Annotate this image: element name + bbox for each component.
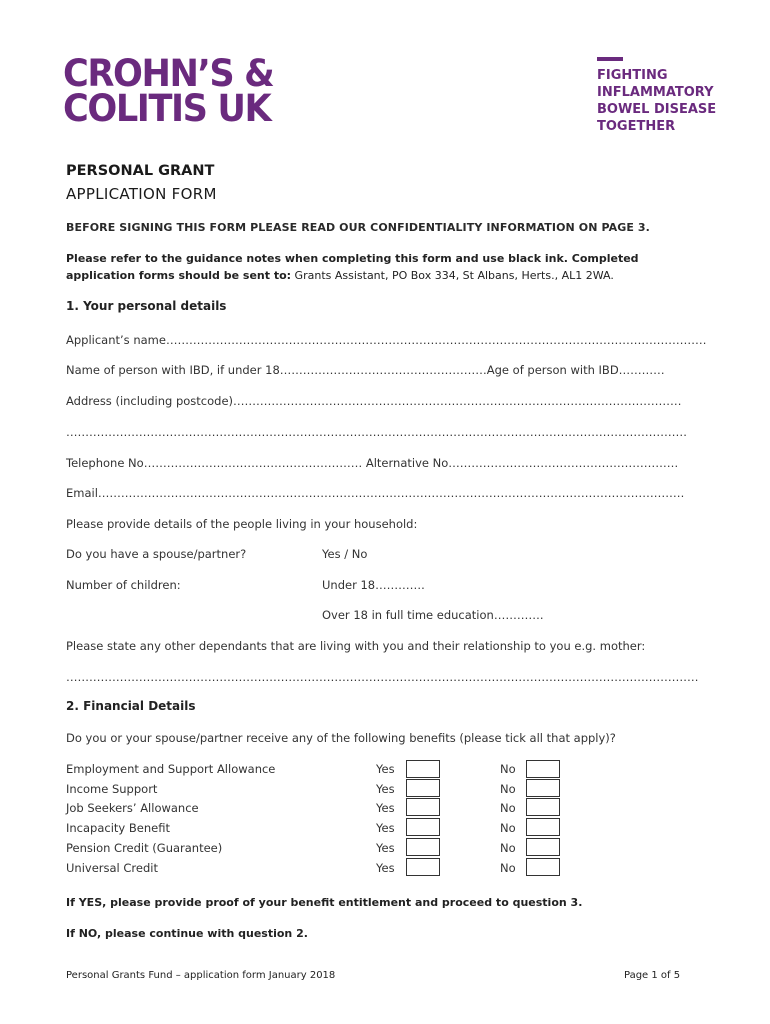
- benefit-label: Job Seekers’ Allowance: [66, 801, 199, 815]
- household-prompt: Please provide details of the people living in your household:: [66, 517, 418, 531]
- tagline-line: BOWEL DISEASE: [597, 102, 717, 117]
- form-subtitle: APPLICATION FORM: [66, 185, 217, 203]
- tagline-bar: [597, 57, 623, 61]
- page-number: Page 1 of 5: [624, 970, 681, 981]
- tagline: [597, 67, 716, 135]
- yes-label: Yes: [376, 861, 395, 875]
- benefit-label: Income Support: [66, 782, 158, 796]
- if-no-instruction: If NO, please continue with question 2.: [66, 927, 308, 940]
- address-field[interactable]: Address (including postcode)………………………………………………………………………………………………………: [66, 394, 682, 408]
- benefits-question: Do you or your spouse/partner receive any of the following benefits (please tick all that apply)?: [66, 731, 616, 745]
- guidance-address: Grants Assistant, PO Box 334, St Albans, Herts., AL1 2WA.: [291, 269, 614, 282]
- yes-checkbox[interactable]: [406, 858, 440, 876]
- tagline-line: INFLAMMATORY: [597, 85, 714, 100]
- dependants-prompt: Please state any other dependants that are living with you and their relationship to you e.g. mother:: [66, 639, 646, 653]
- no-checkbox[interactable]: [526, 838, 560, 856]
- children-under-18-field[interactable]: Under 18………….: [322, 578, 425, 592]
- no-checkbox[interactable]: [526, 858, 560, 876]
- no-label: No: [500, 801, 516, 815]
- crohns-colitis-logo: [63, 52, 274, 130]
- no-checkbox[interactable]: [526, 798, 560, 816]
- no-label: No: [500, 762, 516, 776]
- spouse-yes-no[interactable]: Yes / No: [322, 547, 368, 561]
- yes-label: Yes: [376, 821, 395, 835]
- no-checkbox[interactable]: [526, 818, 560, 836]
- logo-line-2: COLITIS UK: [63, 87, 271, 130]
- spouse-label: Do you have a spouse/partner?: [66, 547, 247, 561]
- guidance-line-2: [66, 269, 614, 282]
- no-label: No: [500, 782, 516, 796]
- section-2-heading: 2. Financial Details: [66, 699, 196, 713]
- confidentiality-notice: BEFORE SIGNING THIS FORM PLEASE READ OUR CONFIDENTIALITY INFORMATION ON PAGE 3.: [66, 221, 650, 234]
- applicant-name-field[interactable]: Applicant’s name……………………………………………………………………………………………………………………………: [66, 333, 707, 347]
- yes-checkbox[interactable]: [406, 760, 440, 778]
- tagline-line: FIGHTING: [597, 68, 668, 83]
- ibd-person-field[interactable]: Name of person with IBD, if under 18………………………………………………Age of person with IBD…………: [66, 363, 665, 377]
- logo-line-1: CROHN’S &: [63, 52, 274, 95]
- benefit-label: Pension Credit (Guarantee): [66, 841, 223, 855]
- yes-checkbox[interactable]: [406, 798, 440, 816]
- form-title: PERSONAL GRANT: [66, 163, 215, 179]
- telephone-field[interactable]: Telephone No………………………………………………… Alternative No……………………………………………………: [66, 456, 679, 470]
- no-checkbox[interactable]: [526, 779, 560, 797]
- children-label: Number of children:: [66, 578, 181, 592]
- yes-label: Yes: [376, 782, 395, 796]
- children-over-18-field[interactable]: Over 18 in full time education………….: [322, 608, 544, 622]
- no-label: No: [500, 861, 516, 875]
- address-field-line-2[interactable]: ………………………………………………………………………………………………………………………………………………: [66, 425, 687, 439]
- yes-checkbox[interactable]: [406, 779, 440, 797]
- tagline-line: TOGETHER: [597, 119, 676, 134]
- dependants-field[interactable]: …………………………………………………………………………………………………………………………………………………: [66, 670, 699, 684]
- benefit-label: Employment and Support Allowance: [66, 762, 276, 776]
- no-label: No: [500, 821, 516, 835]
- yes-checkbox[interactable]: [406, 838, 440, 856]
- benefit-label: Universal Credit: [66, 861, 158, 875]
- yes-checkbox[interactable]: [406, 818, 440, 836]
- section-1-heading: 1. Your personal details: [66, 299, 227, 313]
- guidance-line-1: Please refer to the guidance notes when completing this form and use black ink. Completed: [66, 252, 639, 265]
- yes-label: Yes: [376, 801, 395, 815]
- benefit-label: Incapacity Benefit: [66, 821, 170, 835]
- yes-label: Yes: [376, 841, 395, 855]
- guidance-send-label: application forms should be sent to:: [66, 269, 292, 282]
- if-yes-instruction: If YES, please provide proof of your benefit entitlement and proceed to question 3.: [66, 896, 583, 909]
- no-checkbox[interactable]: [526, 760, 560, 778]
- yes-label: Yes: [376, 762, 395, 776]
- email-field[interactable]: Email………………………………………………………………………………………………………………………………………: [66, 486, 685, 500]
- footer-left: Personal Grants Fund – application form January 2018: [66, 970, 336, 981]
- no-label: No: [500, 841, 516, 855]
